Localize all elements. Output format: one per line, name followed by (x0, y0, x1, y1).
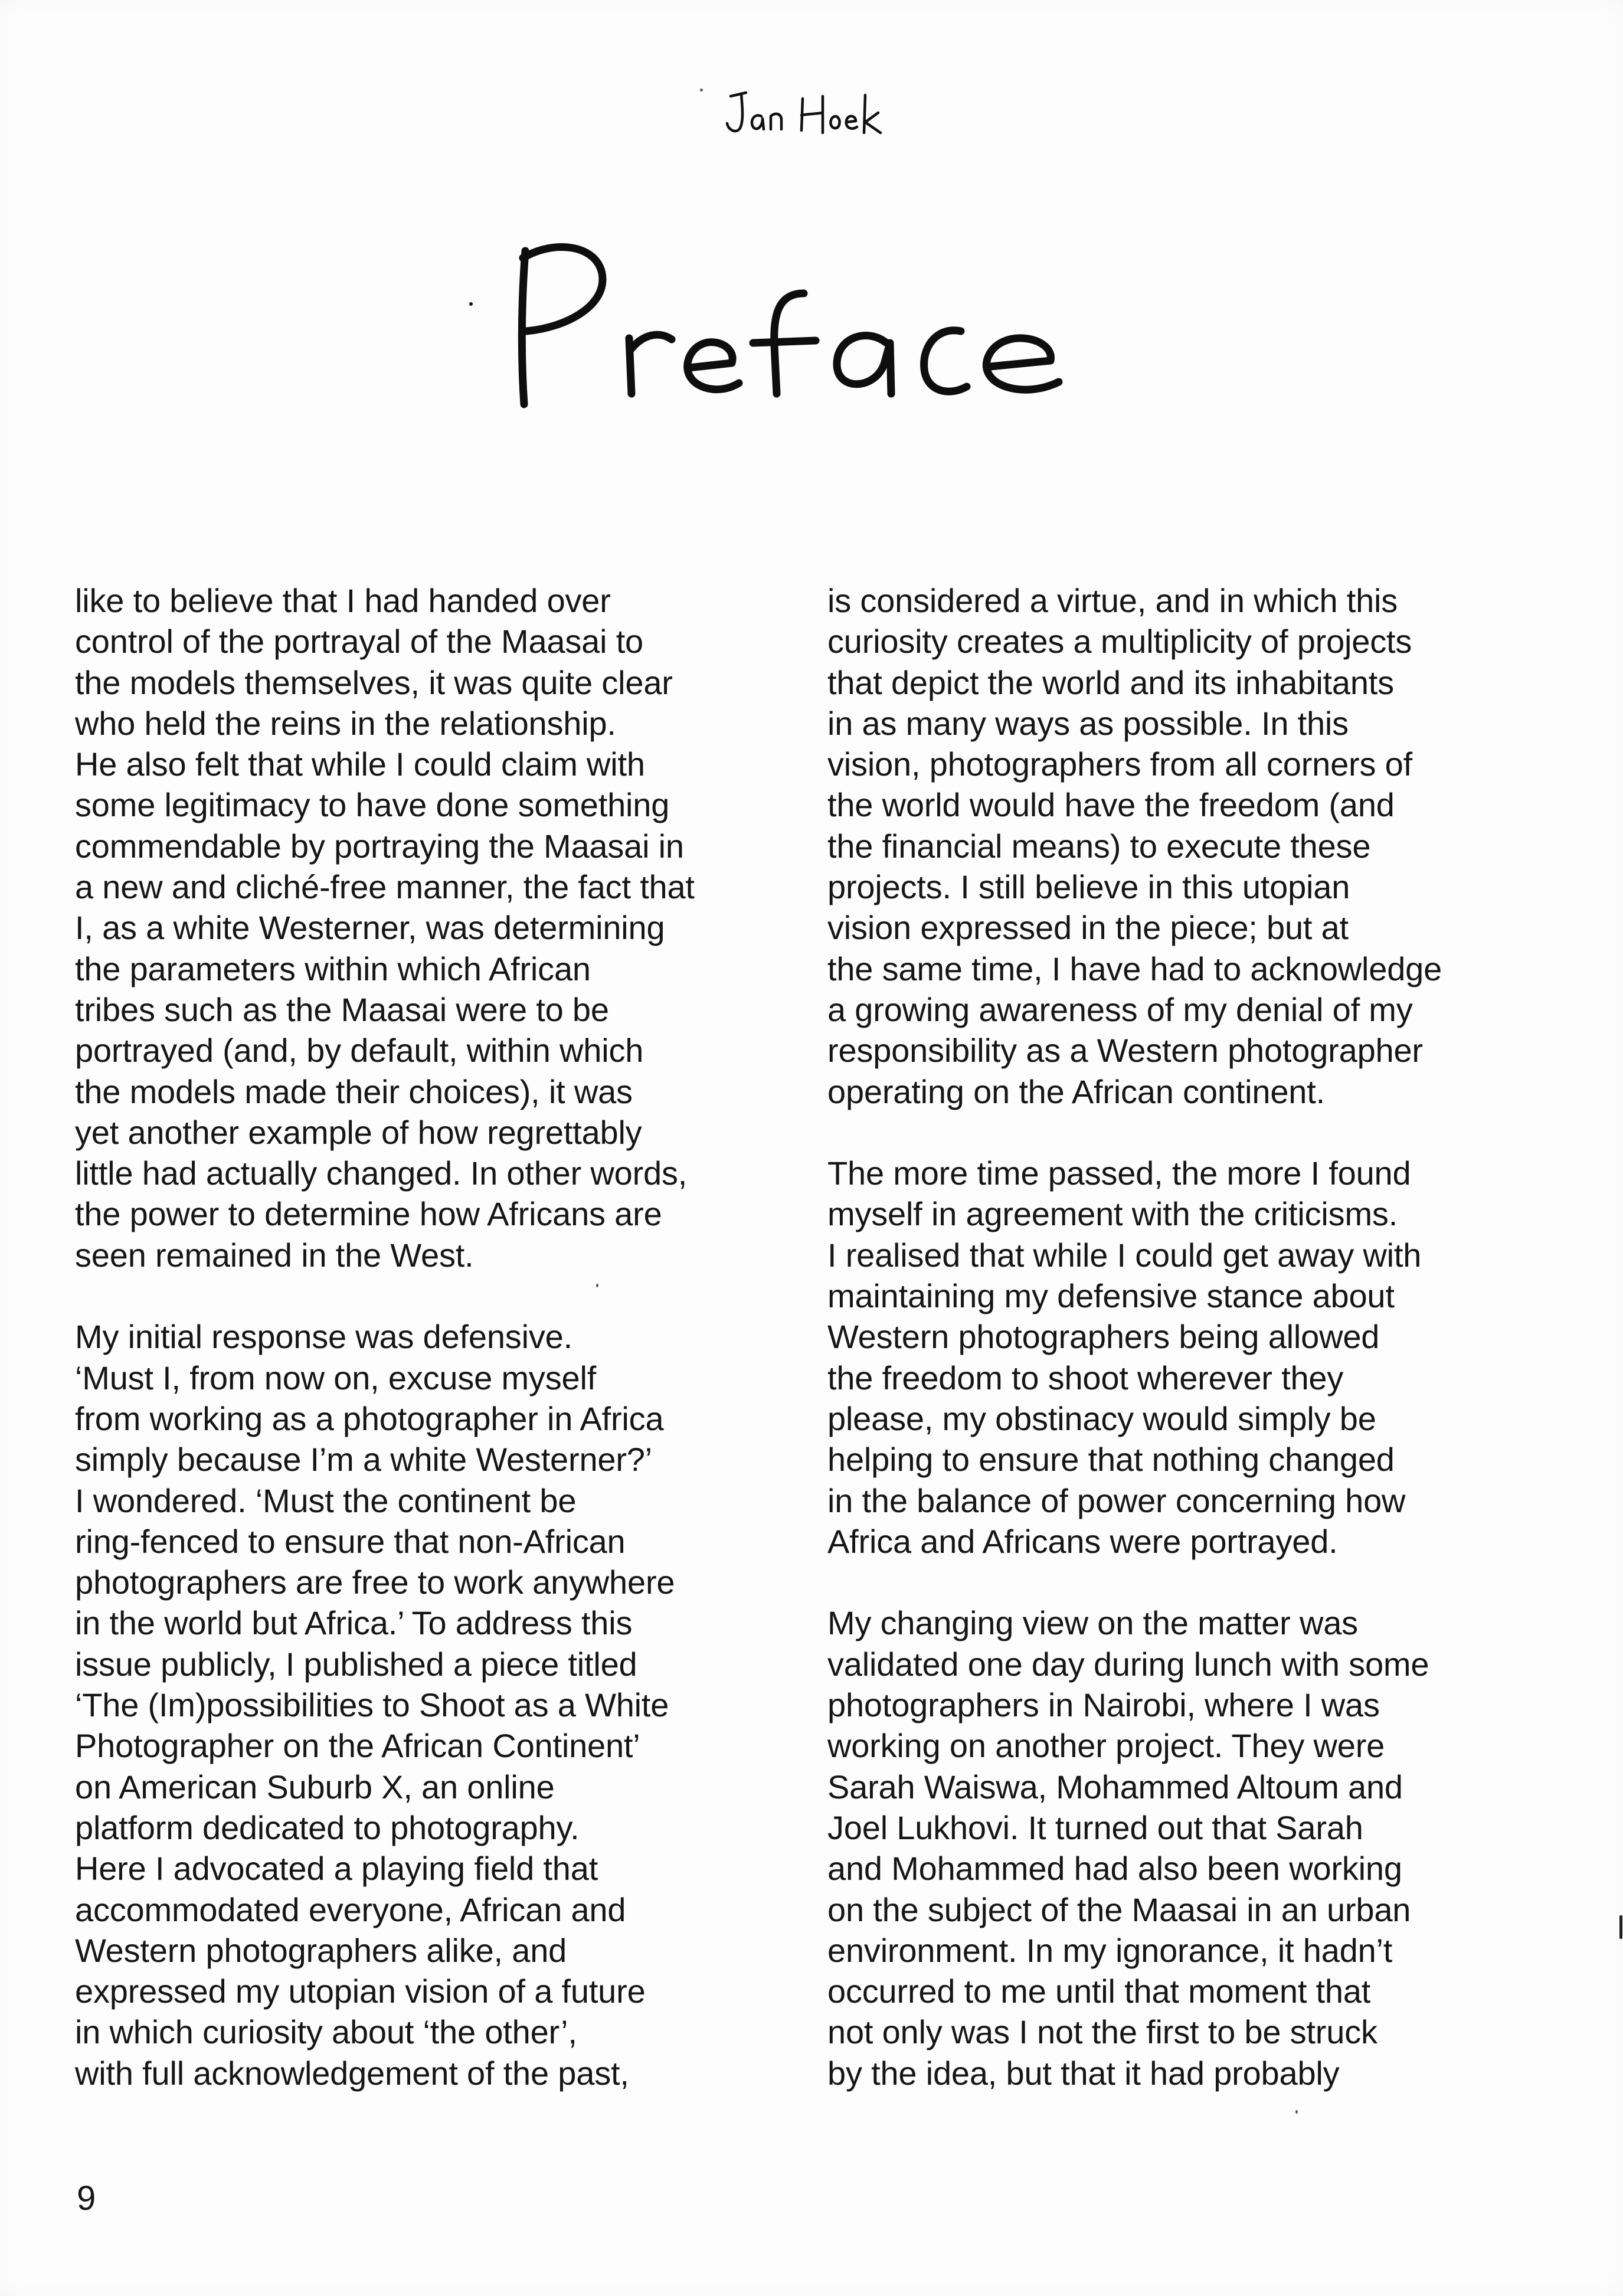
text-column-left (75, 580, 807, 2094)
text-line: commendable by portraying the Maasai in (75, 827, 684, 865)
text-line: photographers in Nairobi, where I was (827, 1686, 1380, 1724)
paragraph (827, 1153, 1589, 1562)
text-line: projects. I still believe in this utopian (827, 868, 1350, 906)
paragraph (827, 1602, 1589, 2094)
paragraph-gap (75, 1275, 807, 1316)
paragraph (75, 1316, 807, 2094)
text-line: ring-fenced to ensure that non-African (75, 1522, 626, 1560)
text-line: My initial response was defensive. (75, 1318, 572, 1356)
author-handwriting (720, 80, 897, 145)
text-line: the models themselves, it was quite clear (75, 663, 673, 701)
text-line: seen remained in the West. (75, 1236, 474, 1274)
text-line: the power to determine how Africans are (75, 1195, 662, 1233)
text-line: simply because I’m a white Westerner?’ (75, 1441, 652, 1479)
text-line: responsibility as a Western photographer (827, 1032, 1423, 1069)
text-line: is considered a virtue, and in which this (827, 582, 1398, 619)
scan-speck (700, 89, 703, 91)
text-line: curiosity creates a multiplicity of projects (827, 623, 1412, 660)
paragraph-gap (827, 1562, 1589, 1602)
text-line: occurred to me until that moment that (827, 1973, 1371, 2010)
text-line: some legitimacy to have done something (75, 786, 670, 824)
text-line: please, my obstinacy would simply be (827, 1399, 1376, 1437)
text-line: not only was I not the first to be struck (827, 2013, 1377, 2051)
text-line: ‘The (Im)possibilities to Shoot as a White (75, 1686, 669, 1724)
text-line: the world would have the freedom (and (827, 786, 1395, 824)
text-line: on the subject of the Maasai in an urban (827, 1891, 1411, 1928)
text-line: yet another example of how regrettably (75, 1113, 642, 1151)
text-line: My changing view on the matter was (827, 1604, 1358, 1642)
text-line: by the idea, but that it had probably (827, 2054, 1340, 2092)
text-line: He also felt that while I could claim with (75, 745, 645, 783)
text-line: Here I advocated a playing field that (75, 1850, 598, 1888)
text-line: accommodated everyone, African and (75, 1891, 626, 1928)
text-line: I realised that while I could get away with (827, 1236, 1422, 1274)
scan-speck (1295, 2110, 1298, 2114)
author-signature (720, 80, 897, 145)
paragraph (827, 580, 1589, 1112)
text-line: like to believe that I had handed over (75, 582, 611, 619)
paragraph (75, 580, 807, 1275)
page-number: 9 (77, 2179, 96, 2217)
text-line: that depict the world and its inhabitants (827, 663, 1394, 701)
text-line: environment. In my ignorance, it hadn’t (827, 1931, 1393, 1969)
text-line: in the world but Africa.’ To address this (75, 1604, 633, 1642)
text-line: a growing awareness of my denial of my (827, 990, 1413, 1028)
text-line: I wondered. ‘Must the continent be (75, 1481, 577, 1519)
text-line: myself in agreement with the criticisms. (827, 1195, 1398, 1233)
text-column-right (827, 580, 1589, 2094)
text-line: operating on the African continent. (827, 1072, 1325, 1110)
title-handwritten (454, 227, 1104, 428)
text-line: platform dedicated to photography. (75, 1808, 580, 1846)
text-line: Western photographers alike, and (75, 1931, 567, 1969)
text-line: maintaining my defensive stance about (827, 1277, 1395, 1315)
text-line: little had actually changed. In other words, (75, 1154, 688, 1192)
text-line: the models made their choices), it was (75, 1072, 633, 1110)
text-line: issue publicly, I published a piece titled (75, 1645, 637, 1683)
text-line: I, as a white Westerner, was determining (75, 909, 665, 947)
text-line: Sarah Waiswa, Mohammed Altoum and (827, 1768, 1403, 1806)
scan-speck (596, 1284, 598, 1287)
text-line: who held the reins in the relationship. (75, 704, 616, 742)
text-line: photographers are free to work anywhere (75, 1564, 675, 1601)
text-line: The more time passed, the more I found (827, 1154, 1411, 1192)
text-line: tribes such as the Maasai were to be (75, 990, 609, 1028)
text-line: the same time, I have had to acknowledge (827, 950, 1442, 987)
text-line: the freedom to shoot wherever they (827, 1359, 1344, 1396)
paragraph-gap (827, 1112, 1589, 1153)
text-line: in which curiosity about ‘the other’, (75, 2013, 577, 2051)
text-line: the financial means) to execute these (827, 827, 1371, 865)
text-line: Photographer on the African Continent’ (75, 1727, 640, 1765)
text-line: validated one day during lunch with some (827, 1645, 1429, 1683)
text-line: in the balance of power concerning how (827, 1481, 1406, 1519)
text-line: Africa and Africans were portrayed. (827, 1522, 1338, 1560)
text-line: and Mohammed had also been working (827, 1850, 1402, 1888)
text-line: the parameters within which African (75, 950, 591, 987)
text-line: Western photographers being allowed (827, 1318, 1380, 1356)
text-line: with full acknowledgement of the past, (75, 2054, 629, 2092)
text-line: portrayed (and, by default, within which (75, 1032, 644, 1069)
text-line: vision, photographers from all corners of (827, 745, 1412, 783)
title-preface-lettering (454, 227, 1104, 428)
scan-speck (1619, 1915, 1622, 1939)
text-line: helping to ensure that nothing changed (827, 1441, 1395, 1479)
text-line: ‘Must I, from now on, excuse myself (75, 1359, 597, 1396)
text-line: control of the portrayal of the Maasai to (75, 623, 643, 660)
text-line: from working as a photographer in Africa (75, 1399, 664, 1437)
text-line: in as many ways as possible. In this (827, 704, 1349, 742)
text-line: Joel Lukhovi. It turned out that Sarah (827, 1808, 1363, 1846)
text-line: on American Suburb X, an online (75, 1768, 555, 1806)
text-line: working on another project. They were (827, 1727, 1385, 1765)
text-line: expressed my utopian vision of a future (75, 1973, 646, 2010)
text-line: a new and cliché-free manner, the fact that (75, 868, 695, 906)
text-line: vision expressed in the piece; but at (827, 909, 1349, 947)
